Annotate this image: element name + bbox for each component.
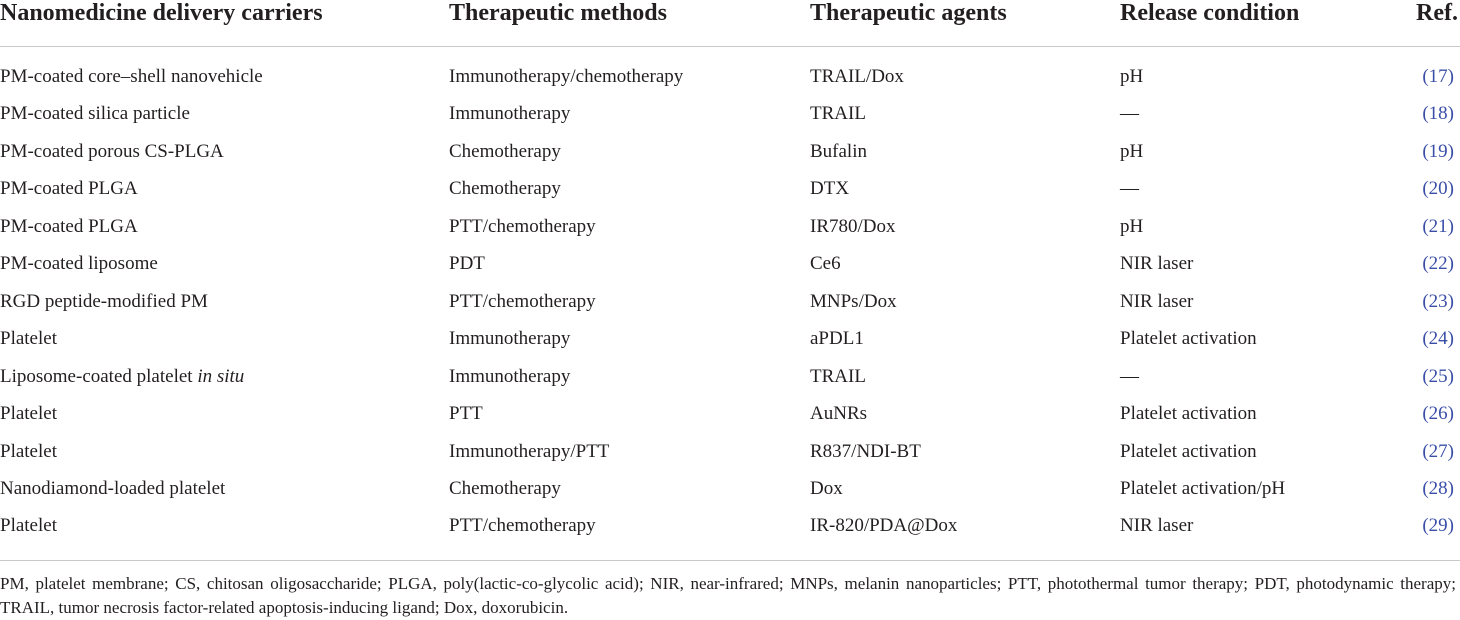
table-row bbox=[0, 140, 1460, 177]
cell-release: Platelet activation/pH bbox=[1120, 478, 1286, 499]
cell-method: PTT/chemotherapy bbox=[449, 291, 596, 312]
table-header-row bbox=[0, 0, 1460, 47]
cell-ref[interactable]: (23) bbox=[1422, 291, 1454, 312]
cell-ref[interactable]: (25) bbox=[1422, 366, 1454, 387]
cell-carrier bbox=[0, 252, 158, 276]
cell-method: Immunotherapy/chemotherapy bbox=[449, 66, 684, 87]
table-row bbox=[0, 477, 1460, 514]
carrier-italic-text: in situ bbox=[197, 366, 245, 387]
cell-agent: MNPs/Dox bbox=[810, 291, 897, 312]
cell-carrier bbox=[0, 140, 224, 164]
table-row bbox=[0, 215, 1460, 252]
carrier-text: Nanodiamond-loaded platelet bbox=[0, 478, 226, 499]
carrier-text: PM-coated PLGA bbox=[0, 178, 138, 199]
table-row bbox=[0, 177, 1460, 214]
carrier-text: Liposome-coated platelet bbox=[0, 366, 198, 387]
cell-agent: DTX bbox=[810, 178, 850, 199]
cell-ref[interactable]: (26) bbox=[1422, 403, 1454, 424]
header-release: Release condition bbox=[1120, 0, 1300, 26]
cell-method: Immunotherapy bbox=[449, 103, 571, 124]
cell-ref[interactable]: (20) bbox=[1422, 178, 1454, 199]
cell-ref[interactable]: (19) bbox=[1422, 141, 1454, 162]
cell-carrier bbox=[0, 327, 57, 351]
cell-carrier bbox=[0, 440, 57, 464]
cell-agent: Dox bbox=[810, 478, 843, 499]
carrier-text: Platelet bbox=[0, 515, 57, 536]
carrier-text: Platelet bbox=[0, 403, 57, 424]
cell-release: pH bbox=[1120, 66, 1144, 87]
cell-carrier bbox=[0, 477, 225, 501]
cell-carrier bbox=[0, 215, 138, 239]
table-row bbox=[0, 290, 1460, 327]
cell-release: pH bbox=[1120, 216, 1144, 237]
table-row bbox=[0, 365, 1460, 402]
table-row bbox=[0, 252, 1460, 289]
table-bottom-rule bbox=[0, 560, 1460, 561]
cell-carrier bbox=[0, 177, 138, 201]
cell-method: Immunotherapy/PTT bbox=[449, 441, 610, 462]
table-footnote: PM, platelet membrane; CS, chitosan oligosaccharide; PLGA, poly(lactic-co-glycolic acid); NIR, near-infrared; MNPs, melanin nanoparticles; PTT, photothermal tumor therapy; PDT, photodynamic therapy; TRAIL, tumor necrosis factor-related apoptosis-inducing ligand; Dox, doxorubicin. bbox=[0, 574, 1456, 617]
table-row bbox=[0, 65, 1460, 102]
cell-carrier bbox=[0, 65, 263, 89]
table-row bbox=[0, 402, 1460, 439]
cell-release: — bbox=[1120, 103, 1139, 124]
cell-ref[interactable]: (27) bbox=[1422, 441, 1454, 462]
cell-agent: TRAIL bbox=[810, 103, 866, 124]
cell-method: PTT/chemotherapy bbox=[449, 515, 596, 536]
cell-agent: IR-820/PDA@Dox bbox=[810, 515, 958, 536]
cell-release: Platelet activation bbox=[1120, 441, 1257, 462]
header-ref: Ref. bbox=[1416, 0, 1458, 26]
cell-agent: IR780/Dox bbox=[810, 216, 896, 237]
cell-release: — bbox=[1120, 366, 1139, 387]
cell-agent: AuNRs bbox=[810, 403, 868, 424]
carrier-text: PM-coated PLGA bbox=[0, 216, 138, 237]
cell-agent: aPDL1 bbox=[810, 328, 864, 349]
carrier-text: PM-coated porous CS-PLGA bbox=[0, 141, 224, 162]
table-row bbox=[0, 514, 1460, 551]
cell-ref[interactable]: (29) bbox=[1422, 515, 1454, 536]
cell-carrier bbox=[0, 365, 244, 389]
cell-ref[interactable]: (17) bbox=[1422, 66, 1454, 87]
cell-carrier bbox=[0, 102, 190, 126]
cell-carrier bbox=[0, 290, 208, 314]
table-row bbox=[0, 102, 1460, 139]
cell-method: Immunotherapy bbox=[449, 366, 571, 387]
cell-method: Chemotherapy bbox=[449, 141, 561, 162]
carrier-text: PM-coated silica particle bbox=[0, 103, 190, 124]
carrier-text: PM-coated liposome bbox=[0, 253, 158, 274]
header-carriers: Nanomedicine delivery carriers bbox=[0, 0, 323, 26]
cell-release: pH bbox=[1120, 141, 1144, 162]
cell-method: Immunotherapy bbox=[449, 328, 571, 349]
carrier-text: PM-coated core–shell nanovehicle bbox=[0, 66, 263, 87]
cell-release: Platelet activation bbox=[1120, 328, 1257, 349]
cell-ref[interactable]: (21) bbox=[1422, 216, 1454, 237]
cell-ref[interactable]: (28) bbox=[1422, 478, 1454, 499]
carrier-text: Platelet bbox=[0, 328, 57, 349]
cell-agent: R837/NDI-BT bbox=[810, 441, 921, 462]
table-row bbox=[0, 327, 1460, 364]
header-methods: Therapeutic methods bbox=[449, 0, 667, 26]
cell-method: PTT bbox=[449, 403, 483, 424]
cell-carrier bbox=[0, 402, 57, 426]
cell-method: Chemotherapy bbox=[449, 478, 561, 499]
table-row bbox=[0, 440, 1460, 477]
cell-ref[interactable]: (18) bbox=[1422, 103, 1454, 124]
carrier-text: Platelet bbox=[0, 441, 57, 462]
cell-carrier bbox=[0, 514, 57, 538]
header-agents: Therapeutic agents bbox=[810, 0, 1007, 26]
cell-agent: Bufalin bbox=[810, 141, 867, 162]
carrier-text: RGD peptide-modified PM bbox=[0, 291, 208, 312]
cell-method: PDT bbox=[449, 253, 485, 274]
cell-method: Chemotherapy bbox=[449, 178, 561, 199]
cell-release: NIR laser bbox=[1120, 253, 1194, 274]
cell-ref[interactable]: (24) bbox=[1422, 328, 1454, 349]
cell-agent: Ce6 bbox=[810, 253, 841, 274]
cell-agent: TRAIL/Dox bbox=[810, 66, 904, 87]
cell-release: NIR laser bbox=[1120, 515, 1194, 536]
cell-release: — bbox=[1120, 178, 1139, 199]
cell-method: PTT/chemotherapy bbox=[449, 216, 596, 237]
cell-release: Platelet activation bbox=[1120, 403, 1257, 424]
cell-ref[interactable]: (22) bbox=[1422, 253, 1454, 274]
cell-agent: TRAIL bbox=[810, 366, 866, 387]
cell-release: NIR laser bbox=[1120, 291, 1194, 312]
